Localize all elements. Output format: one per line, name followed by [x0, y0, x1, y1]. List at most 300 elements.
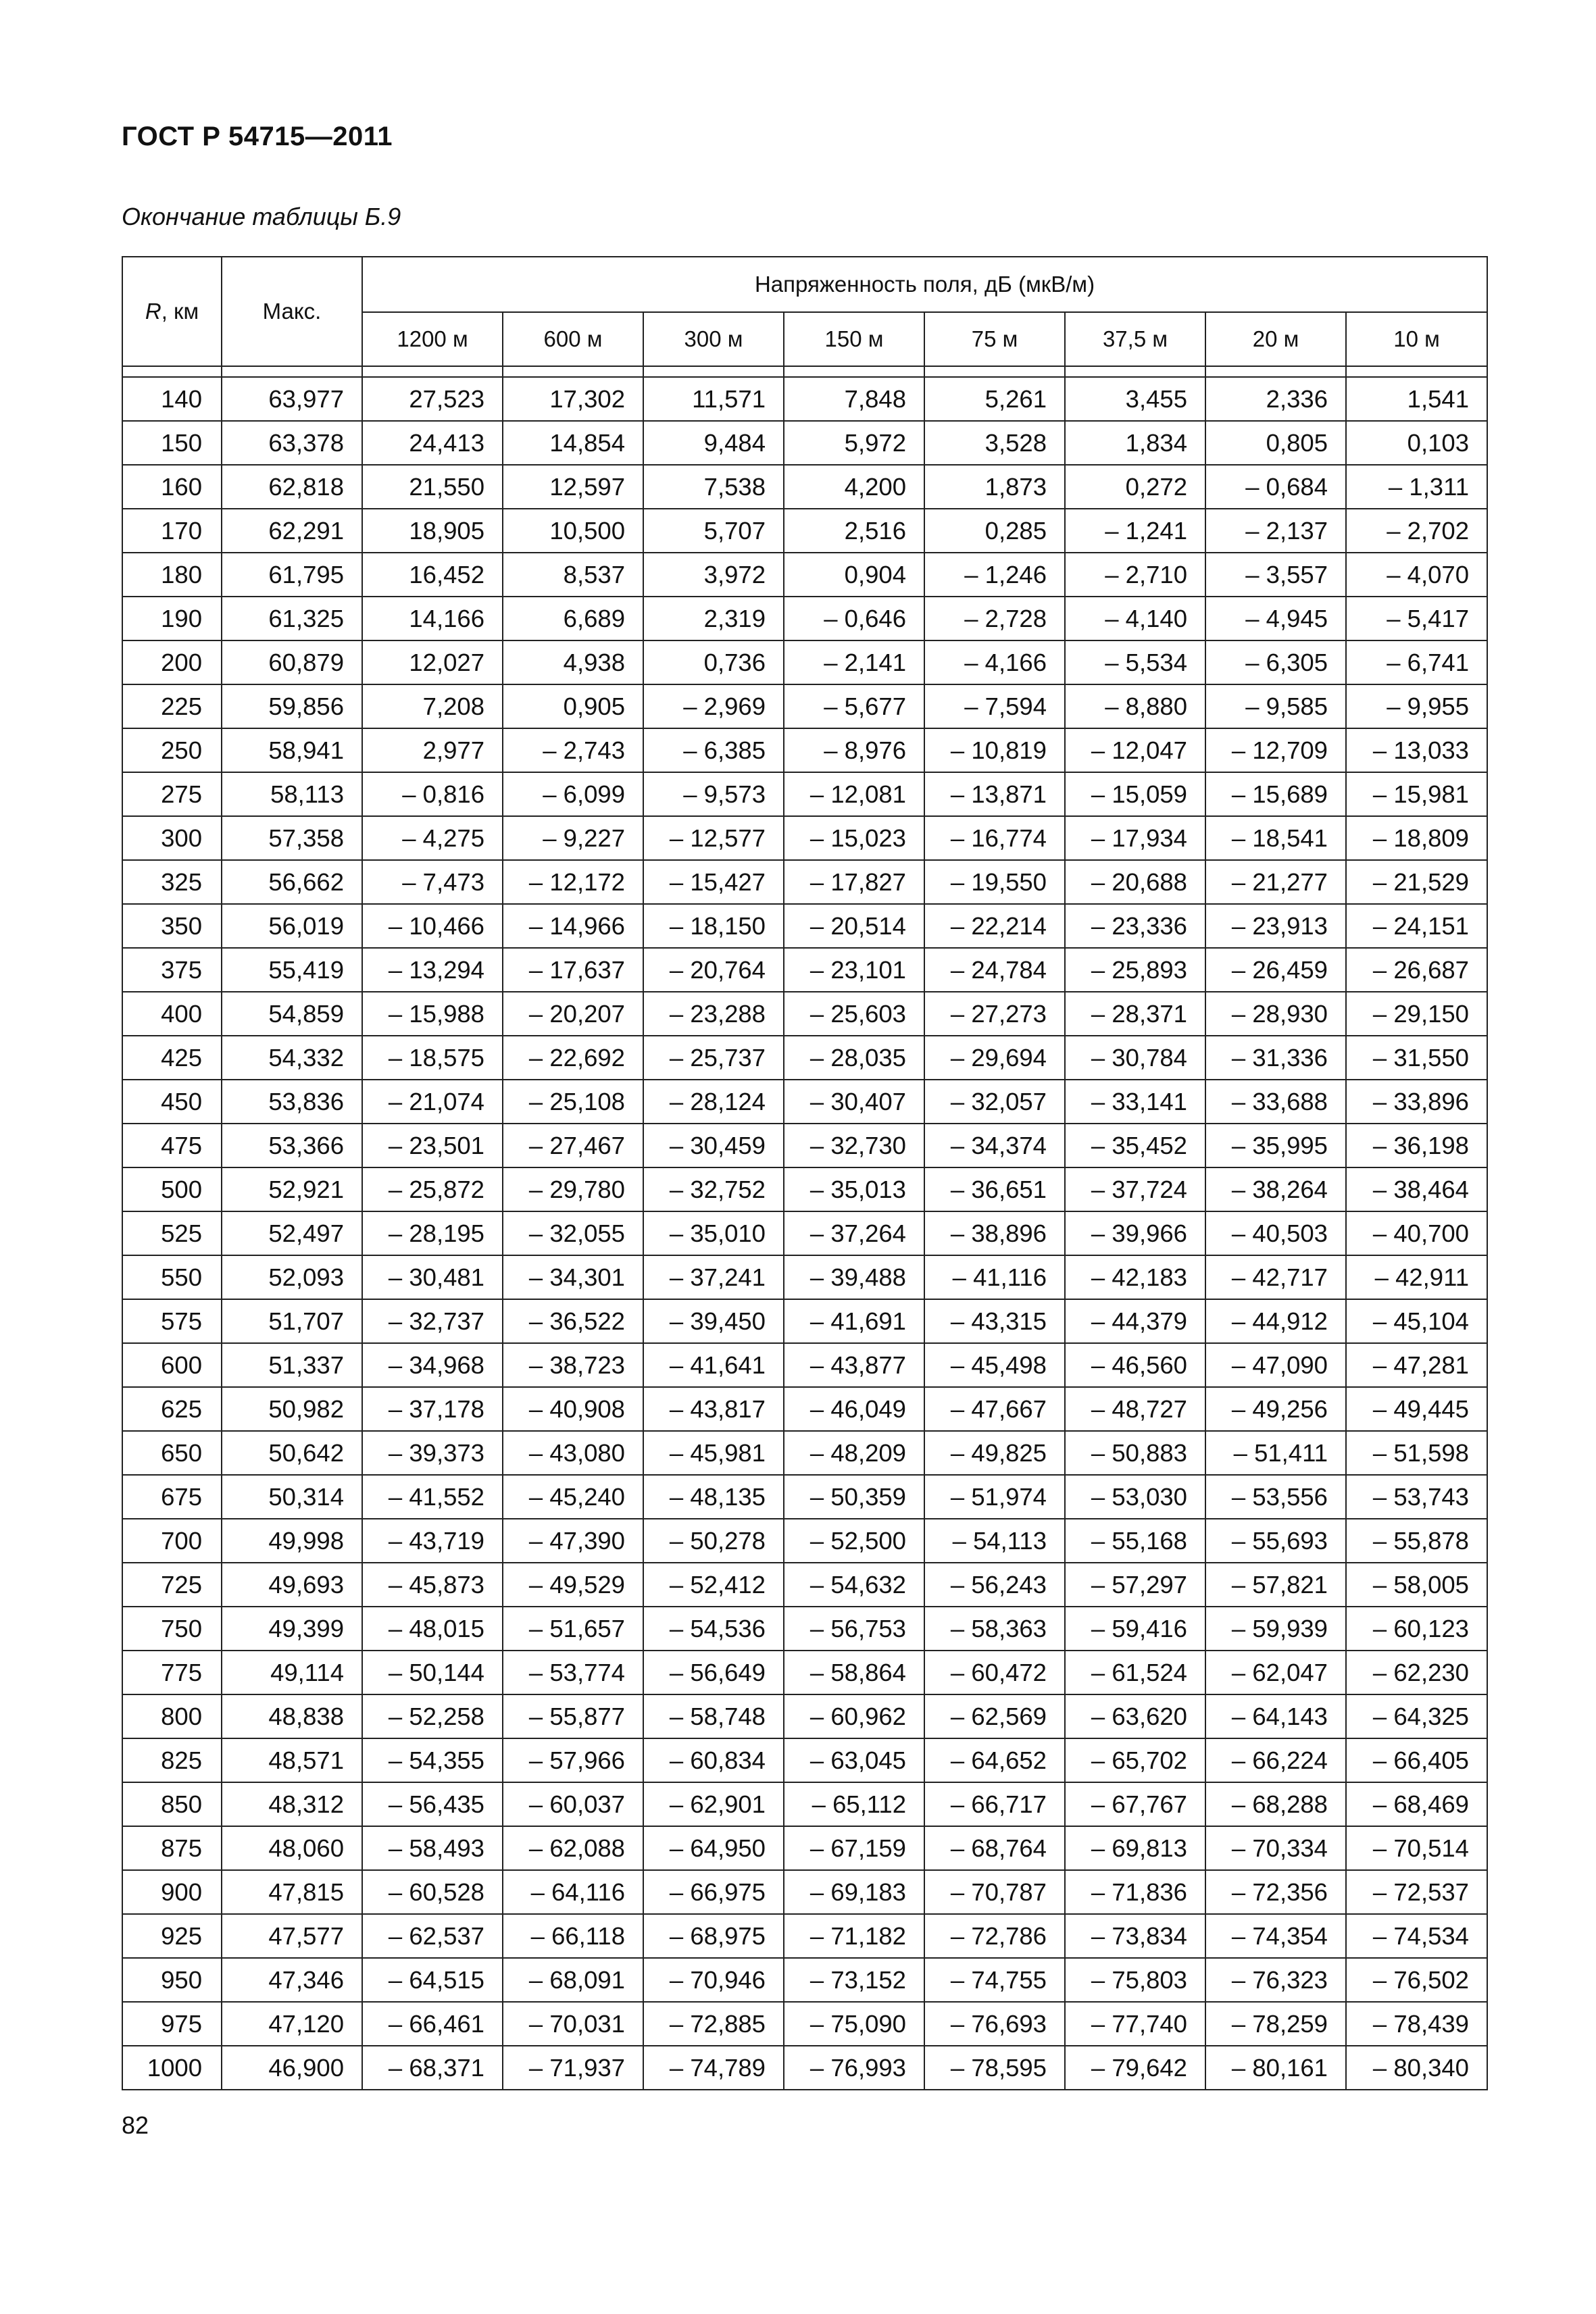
value-cell: – 20,207 — [503, 992, 643, 1036]
max-cell: 53,836 — [222, 1080, 362, 1124]
value-cell: – 4,070 — [1346, 553, 1487, 597]
value-cell: – 64,652 — [924, 1738, 1065, 1782]
value-cell: – 60,962 — [784, 1694, 924, 1738]
table-row — [122, 597, 1487, 640]
max-cell: 46,900 — [222, 2046, 362, 2090]
value-cell: 21,550 — [362, 465, 503, 509]
sub-header-cell: 1200 м — [362, 312, 503, 366]
header-field-strength: Напряженность поля, дБ (мкВ/м) — [362, 257, 1487, 312]
value-cell: – 66,717 — [924, 1782, 1065, 1826]
value-cell: – 23,288 — [643, 992, 784, 1036]
value-cell: – 71,836 — [1065, 1870, 1205, 1914]
value-cell: – 32,737 — [362, 1299, 503, 1343]
max-cell: 63,977 — [222, 377, 362, 421]
table-row — [122, 377, 1487, 421]
value-cell: – 39,450 — [643, 1299, 784, 1343]
value-cell: – 41,116 — [924, 1255, 1065, 1299]
value-cell: – 43,080 — [503, 1431, 643, 1475]
value-cell: – 2,969 — [643, 684, 784, 728]
value-cell: – 53,030 — [1065, 1475, 1205, 1519]
value-cell: – 25,872 — [362, 1167, 503, 1211]
value-cell: – 18,150 — [643, 904, 784, 948]
value-cell: – 62,537 — [362, 1914, 503, 1958]
value-cell: – 53,774 — [503, 1651, 643, 1694]
distance-cell: 775 — [122, 1651, 222, 1694]
value-cell: – 20,764 — [643, 948, 784, 992]
value-cell: – 36,198 — [1346, 1124, 1487, 1167]
distance-cell: 425 — [122, 1036, 222, 1080]
value-cell: – 9,955 — [1346, 684, 1487, 728]
value-cell: – 66,405 — [1346, 1738, 1487, 1782]
value-cell: – 29,694 — [924, 1036, 1065, 1080]
value-cell: – 60,834 — [643, 1738, 784, 1782]
value-cell: – 51,411 — [1205, 1431, 1346, 1475]
value-cell: – 6,099 — [503, 772, 643, 816]
value-cell: – 73,834 — [1065, 1914, 1205, 1958]
value-cell: 3,528 — [924, 421, 1065, 465]
value-cell: – 44,379 — [1065, 1299, 1205, 1343]
value-cell: 7,848 — [784, 377, 924, 421]
value-cell: – 18,575 — [362, 1036, 503, 1080]
value-cell: – 75,090 — [784, 2002, 924, 2046]
value-cell: – 29,780 — [503, 1167, 643, 1211]
value-cell: – 47,667 — [924, 1387, 1065, 1431]
value-cell: – 40,503 — [1205, 1211, 1346, 1255]
max-cell: 54,859 — [222, 992, 362, 1036]
value-cell: – 56,753 — [784, 1607, 924, 1651]
distance-cell: 375 — [122, 948, 222, 992]
distance-cell: 850 — [122, 1782, 222, 1826]
table-row — [122, 2002, 1487, 2046]
value-cell: – 49,529 — [503, 1563, 643, 1607]
value-cell: – 53,556 — [1205, 1475, 1346, 1519]
value-cell: – 57,966 — [503, 1738, 643, 1782]
spacer-cell — [503, 366, 643, 377]
distance-cell: 250 — [122, 728, 222, 772]
value-cell: – 30,784 — [1065, 1036, 1205, 1080]
value-cell: – 34,968 — [362, 1343, 503, 1387]
value-cell: 0,905 — [503, 684, 643, 728]
table-row — [122, 1782, 1487, 1826]
value-cell: 7,538 — [643, 465, 784, 509]
value-cell: – 35,995 — [1205, 1124, 1346, 1167]
value-cell: – 51,657 — [503, 1607, 643, 1651]
value-cell: 24,413 — [362, 421, 503, 465]
max-cell: 52,921 — [222, 1167, 362, 1211]
value-cell: – 38,896 — [924, 1211, 1065, 1255]
max-cell: 48,571 — [222, 1738, 362, 1782]
value-cell: – 5,534 — [1065, 640, 1205, 684]
value-cell: – 24,151 — [1346, 904, 1487, 948]
value-cell: – 4,275 — [362, 816, 503, 860]
distance-cell: 140 — [122, 377, 222, 421]
value-cell: – 51,974 — [924, 1475, 1065, 1519]
value-cell: – 78,439 — [1346, 2002, 1487, 2046]
distance-cell: 875 — [122, 1826, 222, 1870]
document-code: ГОСТ Р 54715—2011 — [122, 122, 393, 151]
value-cell: – 60,037 — [503, 1782, 643, 1826]
value-cell: 0,285 — [924, 509, 1065, 553]
value-cell: – 19,550 — [924, 860, 1065, 904]
value-cell: – 54,355 — [362, 1738, 503, 1782]
value-cell: – 80,161 — [1205, 2046, 1346, 2090]
value-cell: – 33,141 — [1065, 1080, 1205, 1124]
table-body — [122, 377, 1487, 2090]
value-cell: – 54,632 — [784, 1563, 924, 1607]
value-cell: – 5,677 — [784, 684, 924, 728]
value-cell: – 0,816 — [362, 772, 503, 816]
value-cell: – 15,689 — [1205, 772, 1346, 816]
value-cell: – 48,135 — [643, 1475, 784, 1519]
spacer-cell — [362, 366, 503, 377]
value-cell: – 8,880 — [1065, 684, 1205, 728]
table-row — [122, 948, 1487, 992]
spacer-cell — [222, 366, 362, 377]
value-cell: – 6,385 — [643, 728, 784, 772]
value-cell: – 58,493 — [362, 1826, 503, 1870]
value-cell: 0,805 — [1205, 421, 1346, 465]
value-cell: – 65,702 — [1065, 1738, 1205, 1782]
value-cell: – 26,459 — [1205, 948, 1346, 992]
value-cell: 17,302 — [503, 377, 643, 421]
value-cell: – 37,241 — [643, 1255, 784, 1299]
value-cell: 11,571 — [643, 377, 784, 421]
value-cell: – 66,975 — [643, 1870, 784, 1914]
distance-cell: 725 — [122, 1563, 222, 1607]
value-cell: – 49,256 — [1205, 1387, 1346, 1431]
value-cell: – 53,743 — [1346, 1475, 1487, 1519]
value-cell: – 38,264 — [1205, 1167, 1346, 1211]
value-cell: – 18,809 — [1346, 816, 1487, 860]
table-row — [122, 509, 1487, 553]
value-cell: – 5,417 — [1346, 597, 1487, 640]
table-row — [122, 421, 1487, 465]
value-cell: – 47,090 — [1205, 1343, 1346, 1387]
max-cell: 49,998 — [222, 1519, 362, 1563]
value-cell: – 1,241 — [1065, 509, 1205, 553]
value-cell: – 51,598 — [1346, 1431, 1487, 1475]
value-cell: – 47,390 — [503, 1519, 643, 1563]
value-cell: 12,027 — [362, 640, 503, 684]
value-cell: – 27,273 — [924, 992, 1065, 1036]
value-cell: – 33,896 — [1346, 1080, 1487, 1124]
value-cell: – 39,373 — [362, 1431, 503, 1475]
value-cell: – 70,031 — [503, 2002, 643, 2046]
table-row — [122, 1124, 1487, 1167]
distance-cell: 475 — [122, 1124, 222, 1167]
value-cell: 1,834 — [1065, 421, 1205, 465]
value-cell: – 31,550 — [1346, 1036, 1487, 1080]
value-cell: – 27,467 — [503, 1124, 643, 1167]
value-cell: – 9,227 — [503, 816, 643, 860]
value-cell: – 58,005 — [1346, 1563, 1487, 1607]
value-cell: – 55,693 — [1205, 1519, 1346, 1563]
distance-cell: 325 — [122, 860, 222, 904]
value-cell: – 68,091 — [503, 1958, 643, 2002]
value-cell: – 73,152 — [784, 1958, 924, 2002]
distance-cell: 500 — [122, 1167, 222, 1211]
value-cell: – 16,774 — [924, 816, 1065, 860]
value-cell: – 48,727 — [1065, 1387, 1205, 1431]
value-cell: 2,319 — [643, 597, 784, 640]
value-cell: – 62,569 — [924, 1694, 1065, 1738]
value-cell: – 60,123 — [1346, 1607, 1487, 1651]
max-cell: 59,856 — [222, 684, 362, 728]
value-cell: – 15,059 — [1065, 772, 1205, 816]
distance-cell: 525 — [122, 1211, 222, 1255]
spacer-cell — [122, 366, 222, 377]
table-row — [122, 1651, 1487, 1694]
value-cell: – 50,278 — [643, 1519, 784, 1563]
max-cell: 61,795 — [222, 553, 362, 597]
value-cell: – 25,108 — [503, 1080, 643, 1124]
value-cell: 16,452 — [362, 553, 503, 597]
value-cell: – 54,113 — [924, 1519, 1065, 1563]
spacer-cell — [1205, 366, 1346, 377]
value-cell: – 45,498 — [924, 1343, 1065, 1387]
distance-cell: 200 — [122, 640, 222, 684]
value-cell: – 68,371 — [362, 2046, 503, 2090]
distance-cell: 925 — [122, 1914, 222, 1958]
spacer-cell — [924, 366, 1065, 377]
value-cell: – 62,230 — [1346, 1651, 1487, 1694]
value-cell: – 72,356 — [1205, 1870, 1346, 1914]
value-cell: – 80,340 — [1346, 2046, 1487, 2090]
value-cell: – 63,045 — [784, 1738, 924, 1782]
table-row — [122, 1080, 1487, 1124]
value-cell: 0,736 — [643, 640, 784, 684]
sub-header-cell: 37,5 м — [1065, 312, 1205, 366]
value-cell: – 31,336 — [1205, 1036, 1346, 1080]
distance-cell: 180 — [122, 553, 222, 597]
max-cell: 62,818 — [222, 465, 362, 509]
distance-cell: 150 — [122, 421, 222, 465]
table-row — [122, 772, 1487, 816]
value-cell: – 44,912 — [1205, 1299, 1346, 1343]
sub-header-cell: 10 м — [1346, 312, 1487, 366]
value-cell: – 60,472 — [924, 1651, 1065, 1694]
spacer-cell — [784, 366, 924, 377]
table-row — [122, 1343, 1487, 1387]
distance-cell: 225 — [122, 684, 222, 728]
value-cell: – 74,354 — [1205, 1914, 1346, 1958]
distance-cell: 350 — [122, 904, 222, 948]
distance-cell: 300 — [122, 816, 222, 860]
value-cell: – 30,459 — [643, 1124, 784, 1167]
value-cell: – 14,966 — [503, 904, 643, 948]
max-cell: 60,879 — [222, 640, 362, 684]
spacer-cell — [1065, 366, 1205, 377]
value-cell: 18,905 — [362, 509, 503, 553]
value-cell: – 71,182 — [784, 1914, 924, 1958]
max-cell: 52,093 — [222, 1255, 362, 1299]
value-cell: – 76,693 — [924, 2002, 1065, 2046]
max-cell: 63,378 — [222, 421, 362, 465]
value-cell: – 2,710 — [1065, 553, 1205, 597]
value-cell: – 21,277 — [1205, 860, 1346, 904]
distance-cell: 275 — [122, 772, 222, 816]
value-cell: – 76,993 — [784, 2046, 924, 2090]
max-cell: 48,838 — [222, 1694, 362, 1738]
value-cell: – 48,015 — [362, 1607, 503, 1651]
max-cell: 50,642 — [222, 1431, 362, 1475]
value-cell: – 66,461 — [362, 2002, 503, 2046]
distance-cell: 625 — [122, 1387, 222, 1431]
page-number: 82 — [122, 2111, 149, 2139]
value-cell: – 71,937 — [503, 2046, 643, 2090]
value-cell: – 33,688 — [1205, 1080, 1346, 1124]
max-cell: 50,982 — [222, 1387, 362, 1431]
max-cell: 58,113 — [222, 772, 362, 816]
value-cell: – 62,901 — [643, 1782, 784, 1826]
max-cell: 61,325 — [222, 597, 362, 640]
value-cell: – 72,786 — [924, 1914, 1065, 1958]
value-cell: – 21,529 — [1346, 860, 1487, 904]
value-cell: – 35,452 — [1065, 1124, 1205, 1167]
value-cell: – 52,412 — [643, 1563, 784, 1607]
value-cell: – 36,651 — [924, 1167, 1065, 1211]
value-cell: – 47,281 — [1346, 1343, 1487, 1387]
max-cell: 47,120 — [222, 2002, 362, 2046]
max-cell: 56,019 — [222, 904, 362, 948]
value-cell: – 36,522 — [503, 1299, 643, 1343]
value-cell: – 74,534 — [1346, 1914, 1487, 1958]
table-row — [122, 904, 1487, 948]
value-cell: – 45,873 — [362, 1563, 503, 1607]
value-cell: – 40,700 — [1346, 1211, 1487, 1255]
value-cell: – 32,057 — [924, 1080, 1065, 1124]
value-cell: – 43,719 — [362, 1519, 503, 1563]
value-cell: – 69,813 — [1065, 1826, 1205, 1870]
value-cell: 4,938 — [503, 640, 643, 684]
table-row — [122, 860, 1487, 904]
header-spacer-row — [122, 366, 1487, 377]
value-cell: – 25,893 — [1065, 948, 1205, 992]
distance-cell: 825 — [122, 1738, 222, 1782]
value-cell: – 66,224 — [1205, 1738, 1346, 1782]
distance-cell: 975 — [122, 2002, 222, 2046]
max-cell: 52,497 — [222, 1211, 362, 1255]
value-cell: – 42,183 — [1065, 1255, 1205, 1299]
value-cell: – 40,908 — [503, 1387, 643, 1431]
value-cell: – 55,168 — [1065, 1519, 1205, 1563]
sub-header-cell: 75 м — [924, 312, 1065, 366]
value-cell: – 76,323 — [1205, 1958, 1346, 2002]
value-cell: – 68,764 — [924, 1826, 1065, 1870]
value-cell: – 12,081 — [784, 772, 924, 816]
distance-cell: 170 — [122, 509, 222, 553]
value-cell: – 41,552 — [362, 1475, 503, 1519]
value-cell: – 76,502 — [1346, 1958, 1487, 2002]
table-row — [122, 1738, 1487, 1782]
value-cell: – 75,803 — [1065, 1958, 1205, 2002]
table-row — [122, 1694, 1487, 1738]
value-cell: – 9,573 — [643, 772, 784, 816]
header-max: Макс. — [222, 257, 362, 366]
value-cell: – 2,141 — [784, 640, 924, 684]
max-cell: 48,312 — [222, 1782, 362, 1826]
value-cell: – 52,258 — [362, 1694, 503, 1738]
table-row — [122, 640, 1487, 684]
value-cell: – 28,930 — [1205, 992, 1346, 1036]
max-cell: 50,314 — [222, 1475, 362, 1519]
table-row — [122, 1036, 1487, 1080]
value-cell: 5,707 — [643, 509, 784, 553]
value-cell: 2,977 — [362, 728, 503, 772]
value-cell: – 37,264 — [784, 1211, 924, 1255]
value-cell: 2,336 — [1205, 377, 1346, 421]
value-cell: – 23,101 — [784, 948, 924, 992]
max-cell: 47,577 — [222, 1914, 362, 1958]
distance-cell: 700 — [122, 1519, 222, 1563]
value-cell: – 32,752 — [643, 1167, 784, 1211]
value-cell: – 18,541 — [1205, 816, 1346, 860]
value-cell: – 74,789 — [643, 2046, 784, 2090]
value-cell: – 26,687 — [1346, 948, 1487, 992]
value-cell: – 17,934 — [1065, 816, 1205, 860]
value-cell: – 13,294 — [362, 948, 503, 992]
value-cell: – 49,445 — [1346, 1387, 1487, 1431]
max-cell: 49,693 — [222, 1563, 362, 1607]
value-cell: – 58,363 — [924, 1607, 1065, 1651]
table-row — [122, 992, 1487, 1036]
value-cell: – 58,864 — [784, 1651, 924, 1694]
max-cell: 62,291 — [222, 509, 362, 553]
value-cell: – 54,536 — [643, 1607, 784, 1651]
value-cell: 8,537 — [503, 553, 643, 597]
value-cell: – 68,469 — [1346, 1782, 1487, 1826]
value-cell: – 24,784 — [924, 948, 1065, 992]
r-symbol: R — [145, 299, 161, 324]
value-cell: 5,261 — [924, 377, 1065, 421]
value-cell: – 13,871 — [924, 772, 1065, 816]
value-cell: – 55,878 — [1346, 1519, 1487, 1563]
value-cell: – 6,741 — [1346, 640, 1487, 684]
value-cell: – 22,692 — [503, 1036, 643, 1080]
distance-cell: 650 — [122, 1431, 222, 1475]
value-cell: – 34,374 — [924, 1124, 1065, 1167]
value-cell: – 1,311 — [1346, 465, 1487, 509]
table-row — [122, 465, 1487, 509]
value-cell: – 7,594 — [924, 684, 1065, 728]
value-cell: – 25,603 — [784, 992, 924, 1036]
value-cell: – 67,159 — [784, 1826, 924, 1870]
value-cell: – 10,466 — [362, 904, 503, 948]
distance-cell: 190 — [122, 597, 222, 640]
table-row — [122, 1167, 1487, 1211]
value-cell: – 74,755 — [924, 1958, 1065, 2002]
distance-cell: 400 — [122, 992, 222, 1036]
value-cell: – 22,214 — [924, 904, 1065, 948]
value-cell: – 28,371 — [1065, 992, 1205, 1036]
value-cell: – 48,209 — [784, 1431, 924, 1475]
max-cell: 47,815 — [222, 1870, 362, 1914]
value-cell: – 45,240 — [503, 1475, 643, 1519]
value-cell: – 4,140 — [1065, 597, 1205, 640]
max-cell: 53,366 — [222, 1124, 362, 1167]
value-cell: – 79,642 — [1065, 2046, 1205, 2090]
value-cell: – 25,737 — [643, 1036, 784, 1080]
value-cell: – 7,473 — [362, 860, 503, 904]
value-cell: – 28,124 — [643, 1080, 784, 1124]
max-cell: 56,662 — [222, 860, 362, 904]
value-cell: – 67,767 — [1065, 1782, 1205, 1826]
value-cell: – 20,688 — [1065, 860, 1205, 904]
table-row — [122, 1519, 1487, 1563]
value-cell: – 43,315 — [924, 1299, 1065, 1343]
max-cell: 49,114 — [222, 1651, 362, 1694]
value-cell: – 62,047 — [1205, 1651, 1346, 1694]
